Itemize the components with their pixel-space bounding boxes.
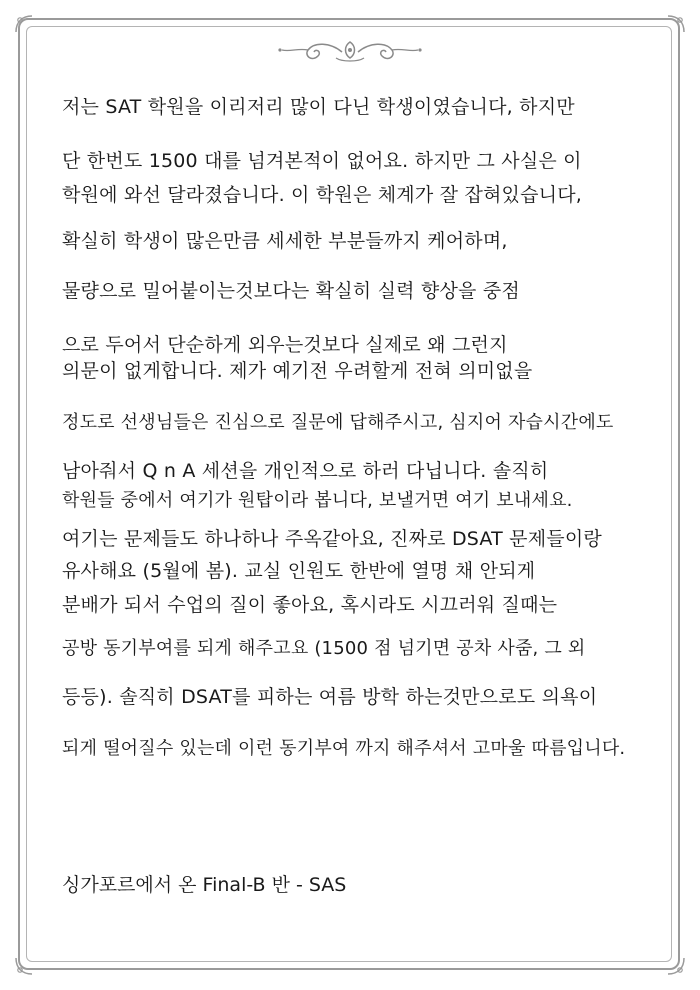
letter-line: 단 한번도 1500 대를 넘겨본적이 없어요. 하지만 그 사실은 이 — [62, 150, 582, 172]
letter-line: 남아줘서 Q n A 세션을 개인적으로 하러 다닙니다. 솔직히 — [62, 460, 549, 482]
letter-line: 정도로 선생님들은 진심으로 질문에 답해주시고, 심지어 자습시간에도 — [62, 412, 614, 433]
signature: 싱가포르에서 온 Final-B 반 - SAS — [62, 874, 347, 896]
letter-line: 공방 동기부여를 되게 해주고요 (1500 점 넘기면 공차 사줌, 그 외 — [62, 638, 586, 659]
letter-line: 학원에 와선 달라졌습니다. 이 학원은 체계가 잘 잡혀있습니다, — [62, 184, 583, 206]
letter-line: 여기는 문제들도 하나하나 주옥같아요, 진짜로 DSAT 문제들이랑 — [62, 528, 602, 550]
letter-line: 학원들 중에서 여기가 원탑이라 봅니다, 보낼거면 여기 보내세요. — [62, 490, 573, 511]
letter-line: 등등). 솔직히 DSAT를 피하는 여름 방학 하는것만으로도 의욕이 — [62, 686, 598, 708]
letter-line: 물량으로 밀어붙이는것보다는 확실히 실력 향상을 중점 — [62, 280, 520, 302]
letter-line: 의문이 없게합니다. 제가 예기전 우려할게 전혀 의미없을 — [62, 360, 533, 382]
letter-line: 으로 두어서 단순하게 외우는것보다 실제로 왜 그런지 — [62, 334, 508, 356]
letter-line: 저는 SAT 학원을 이리저리 많이 다닌 학생이였습니다, 하지만 — [62, 96, 575, 118]
letter-line: 되게 떨어질수 있는데 이런 동기부여 까지 해주셔서 고마울 따름입니다. — [62, 738, 626, 759]
letter-line: 유사해요 (5월에 봄). 교실 인원도 한반에 열명 채 안되게 — [62, 560, 536, 582]
letter-line: 분배가 되서 수업의 질이 좋아요, 혹시라도 시끄러워 질때는 — [62, 594, 558, 616]
letter-line: 확실히 학생이 많은만큼 세세한 부분들까지 케어하며, — [62, 230, 508, 252]
